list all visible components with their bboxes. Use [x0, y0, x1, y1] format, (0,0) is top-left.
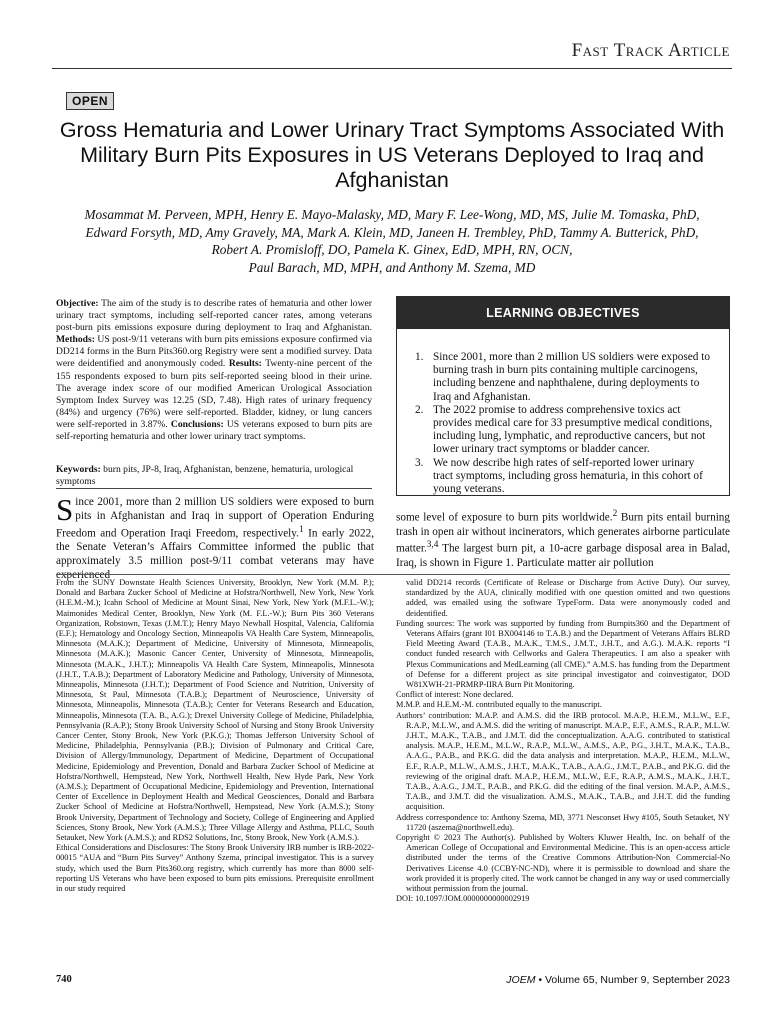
footnotes-left [56, 578, 374, 894]
author-line: Edward Forsyth, MD, Amy Gravely, MA, Mark A. Klein, MD, Janeen H. Trembley, PhD, Tammy A. Butterick, PhD, [85, 224, 699, 240]
open-access-badge: OPEN [66, 92, 114, 110]
doi[interactable]: DOI: 10.1097/JOM.0000000000002919 [396, 894, 530, 904]
citation-ref[interactable]: 2 [612, 509, 618, 519]
citation-ref[interactable]: 3,4 [426, 540, 439, 551]
header-rule [52, 68, 732, 69]
abstract-methods: US post-9/11 veterans with burn pits emissions exposure confirmed via DD214 forms in the Burn Pits360.org Registry were sent a modified survey. Data were deidentified and anonymously coded. [56, 334, 372, 370]
abstract-objective: The aim of the study is to describe rates of hematuria and other lower urinary tract symptoms, including self-reported cancer rates, among veterans post-burn pits emissions exposure during deployment to Iraq and Afghanistan. [56, 298, 372, 334]
learning-objective-item [415, 404, 717, 457]
copyright-notice: Copyright © 2023 The Author(s). Published by Wolters Kluwer Health, Inc. on behalf of the American College of Occupational and Environmental Medicine. This is an open-access article distributed under the terms of the Creative Commons Attribution-Non Commercial-No Derivatives License 4.0 (CCBY-NC-ND), where it is permissible to download and share the work provided it is properly cited. The work cannot be changed in any way or used commercially without permission from the journal. [396, 833, 730, 894]
abstract-results-label: Results: [228, 358, 262, 370]
footnotes-right [396, 578, 730, 905]
ethics-statement-cont: valid DD214 records (Certificate of Release or Discharge from Active Duty). Our survey, standardized by the AUA, clinically modified with one question omitted and two questions added, was emailed using the software TypeForm. Data were anonymously coded and deidentified. [406, 578, 730, 618]
keywords-rule [56, 488, 372, 489]
conflict-of-interest: Conflict of interest: None declared. [396, 690, 514, 700]
learning-objective-item [415, 351, 717, 404]
abstract-conclusions: US veterans exposed to burn pits are self-reporting hematuria and other lower urinary tract symptoms. [56, 418, 372, 443]
keywords [56, 464, 372, 488]
abstract-results: Twenty-nine percent of the 155 respondents exposed to burn pits self-reported seeing blood in their urine. The average index score of our modified American Urological Association Symptom Index Survey was 12.25 (SD, 7.48). High rates of urinary frequency (84%) and urgency (76%) were self-reported. Bladder, kidney, or lung cancers were self-reported in 3.87%. [56, 358, 372, 430]
objective-text: The 2022 promise to address comprehensive toxics act provides medical care for 33 presumptive medical conditions, including lung, lymphatic, and reproductive cancers, but not lower urinary tract symptoms or bladder cancer. [433, 403, 713, 456]
journal-name: JOEM [506, 974, 536, 986]
keywords-text: burn pits, JP-8, Iraq, Afghanistan, benzene, hematuria, urological symptoms [56, 464, 354, 487]
objective-number: 2. [415, 403, 424, 416]
author-line: Paul Barach, MD, MPH, and Anthony M. Szema, MD [248, 259, 536, 275]
page-number: 740 [56, 974, 72, 985]
affiliations: From the SUNY Downstate Health Sciences University, Brooklyn, New York (M.M. P.); Donald and Barbara Zucker School of Medicine at Hofstra/Northwell, New York, New York (H.E.M.-M.); Icahn School of Medicine at Mount Sinai, New York, New York (M.F.L.-W.); Maimonides Medical Center, Brooklyn, New York (M. F.L.-W.); Burn Pits 360 Veterans Organization, Robstown, Texas (J.M.T.); Henry Mayo Newhall Hospital, Valencia, California (E.F.); Hematology and Oncology Section, Minneapolis VA Health Care System, Minneapolis, Minnesota (M.A.K.); Department of Medicine, University of Minnesota, Minneapolis, Minnesota (M.A.K.); Masonic Cancer Center, University of Minnesota, Minneapolis, Minnesota (M.A.K., J.H.T.); Minneapolis VA Health Care System, Minneapolis, Minnesota (J.H.T., T.A.B.); Department of Laboratory Medicine and Pathology, University of Minnesota, Minneapolis, Minnesota (J.H.T.); Department of Food Science and Nutrition, University of Minnesota, St Paul, Minnesota (T.A.B.); Department of Neuroscience, University of Minnesota, Minneapolis, Minnesota (T.A.B.); Center for Veterans Research and Education, Minneapolis, Minnesota (T.A. B., A.G.); Drexel University College of Medicine, Philadelphia, Pennsylvania (R.A.P.); Stony Brook University School of Nursing and Stony Brook University Cancer Center, Stony Brook, New York (P.K.G.); Thomas Jefferson University School of Medicine, Philadelphia, Pennsylvania (P.B.); Division of Pulmonary and Critical Care, Division of Allergy/Immunology, Department of Medicine, Department of Occupational Medicine, Epidemiology and Prevention, Donald and Barbara Zucker School of Medicine at Hofstra/Northwell, Hempstead, New York, Northwell Health, New Hyde Park, New York (A.M.S.); Department of Occupational Medicine, Epidemiology and Prevention, International Center of Excellence in Deployment Health and Medical Geosciences, Donald and Barbara Zucker School of Medicine at Hofstra/Northwell, Hempstead, New York (A.M.S.); Stony Brook University, Department of Technology and Society, College of Engineering and Applied Sciences, Stony Brook, New York (A.M.S.); Three Village Allergy and Asthma, PLLC, South Setauket, New York (A.M.S.); and RDS2 Solutions, Inc, Stony Brook, New York (A.M.S.). [56, 578, 374, 843]
body-text: In early 2022, the Senate Veteran’s Affairs Committee informed the public that approximately 3.5 million post-9/11 combat veterans may have [56, 527, 374, 567]
equal-contribution: M.M.P. and H.E.M.-M. contributed equally to the manuscript. [396, 700, 602, 710]
abstract-methods-label: Methods: [56, 334, 95, 346]
author-list [52, 206, 732, 276]
footnote-rule [56, 574, 730, 575]
author-contributions: Authors’ contribution: M.A.P. and A.M.S. did the IRB protocol. M.A.P., H.E.M., M.L.W., E.F., R.A.P., M.L.W., and A.M.S. did the writing of manuscript. M.A.P., E.F., A.M.S., R.A.P., M.L.W. J.H.T., M.A.K., T.A.B., and J.M.T. did the conceptualization. A.A.G. contributed to statistical analysis. M.A.P., H.E.M., M.L.W., R.A.P., M.L.W., A.M.S., A.P., P.G., J.H.T., M.A.K., T.A.B., A.A.G., P.A.B., and P.K.G. did the data analysis and interpretation. M.A.P., H.E.M., M.L.W., E.F., R.A.P., M.L.W., A.M.S., J.H.T., M.A.K., T.A.B., A.A.G., J.M.T., P.A.B., and P.K.G. did the reviewing of the original draft. M.A.P., H.E.M., M.L.W., E.F., R.A.P., A.M.S., M.A.K., J.H.T., T.A.B., A.A.G., J.M.T., P.A.B., and P.K.G. did the editing of the final version. M.A.P., A.M.S., T.A.B., and J.M.T. did the visualization. A.M.S., M.A.K., T.A.B., and J.H.T. did the funding acquisition. [396, 710, 730, 812]
abstract [56, 298, 372, 443]
body-text: The largest burn pit, a 10-acre garbage disposal area in Balad, Iraq, is shown in Figure 1. Particulate matter air pollution [396, 543, 730, 569]
author-line: Mosammat M. Perveen, MPH, Henry E. Mayo-Malasky, MD, Mary F. Lee-Wong, MD, MS, Julie M. Tomaska, PhD, [84, 207, 700, 222]
section-label: Fast Track Article [571, 40, 730, 61]
abstract-conclusions-label: Conclusions: [170, 418, 224, 430]
objective-number: 3. [415, 456, 424, 469]
body-column-right [396, 508, 730, 571]
abstract-objective-label: Objective: [56, 298, 99, 309]
author-line: Robert A. Promisloff, DO, Pamela K. Ginex, EdD, MPH, RN, OCN, [211, 242, 573, 257]
learning-objective-item [415, 457, 717, 497]
body-text: some level of exposure to burn pits worldwide. [396, 511, 613, 524]
objective-text: We now describe high rates of self-reported lower urinary tract symptoms, including gross hematuria, in this cohort of young veterans. [433, 456, 703, 496]
body-column-left [56, 492, 374, 583]
body-text: ince 2001, more than 2 million US soldiers were exposed to burn pits in Afghanistan and Iraq in support of Operation Enduring Freedom and Operation Iraqi Freedom, respectively. [56, 496, 374, 540]
learning-objectives-heading: LEARNING OBJECTIVES [397, 297, 729, 329]
learning-objectives-list [397, 329, 729, 496]
journal-info [506, 974, 730, 986]
article-title: Gross Hematuria and Lower Urinary Tract Symptoms Associated With Military Burn Pits Exposures in US Veterans Deployed to Iraq and Afghanistan [59, 118, 725, 192]
citation-ref[interactable]: 1 [298, 524, 304, 535]
ethics-statement: Ethical Considerations and Disclosures: The Stony Brook University IRB number is IRB-2022-00015 “AUA and “Burn Pits Survey” Anthony Szema, principal investigator. This is a survey study, which used the Burn Pits360.org registry, which currently has more than 8000 self-reporting US Veterans who have been exposed to burn pits emissions. Prerequisite enrollment in our study required [56, 843, 374, 894]
objective-text: Since 2001, more than 2 million US soldiers were exposed to burning trash in burn pits containing multiple carcinogens, including benzene and naphthalene, during deployments to Iraq and Afghanistan. [433, 351, 711, 403]
body-text: Burn pits entail burning trash in open air without incinerators, which generates airborne particulate matter. [396, 511, 730, 556]
keywords-label: Keywords: [56, 464, 101, 475]
drop-cap: S [56, 492, 74, 527]
correspondence-address: Address correspondence to: Anthony Szema, MD, 3771 Nesconset Hwy #105, South Setauket, NY 11720 (aszema@northwell.edu). [396, 812, 730, 832]
learning-objectives-box [396, 296, 730, 496]
objective-number: 1. [415, 351, 424, 363]
funding-sources: Funding sources: The work was supported by funding from Burnpits360 and the Department of Veterans Affairs (grant I01 BX004146 to T.A.B.) and the Department of Veterans Affairs BLRD Field Meeting Award (T.A.B., M.A.K., T.M.S., J.M.T., J.H.T., and A.G.). M.A.K. reports “I conduct funded research with Cellworks and Galera Therapeutics. I am also a speaker with Plexus Communications and MedLearning (all CME).” A.M.S. has funding from the Department of Defense for a different project as site principal investigator and coinvestigator, DOD W81XWH-21-PRMRP-IIRA Burn Pit Monitoring. [396, 618, 730, 690]
journal-issue: • Volume 65, Number 9, September 2023 [535, 974, 730, 986]
